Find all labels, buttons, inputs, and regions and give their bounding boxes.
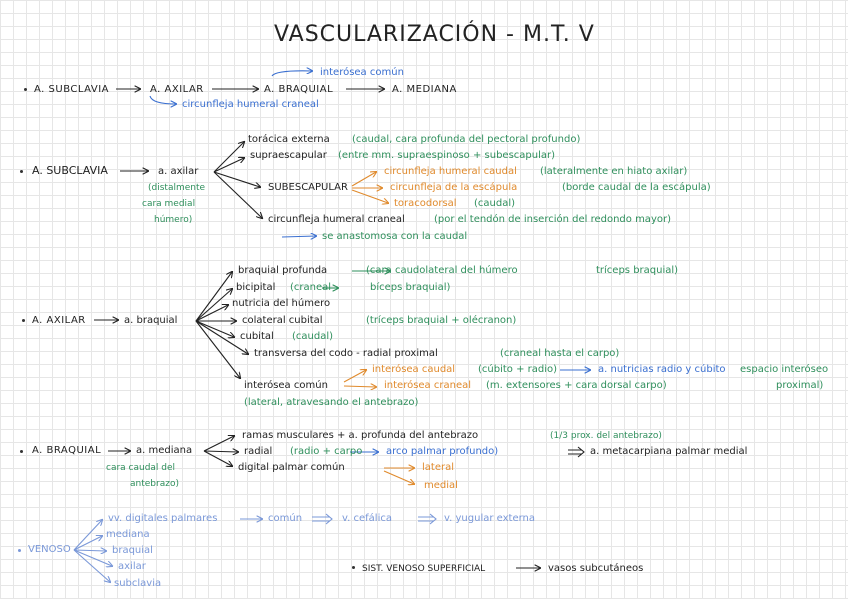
s2-note: (distalmente	[148, 183, 206, 193]
arrow	[312, 514, 332, 524]
s3-braquial: a. braquial	[124, 315, 178, 326]
arrow	[74, 550, 110, 582]
bullet	[20, 450, 23, 453]
s3-b2-note: (craneal	[290, 282, 332, 293]
label-circunfleja: circunfleja humeral craneal	[182, 99, 319, 110]
s2-note: cara medial	[142, 199, 196, 209]
s3-b5: cubital	[240, 331, 274, 342]
s4-m2-final: a. metacarpiana palmar medial	[590, 446, 748, 457]
page-title: VASCULARIZACIÓN - M.T. V	[274, 22, 595, 47]
bullet	[20, 170, 23, 173]
s4-d2: medial	[424, 480, 458, 491]
s3-i1-space: espacio interóseo	[740, 364, 829, 375]
s3-i2: interósea craneal	[384, 380, 472, 391]
s2-supra: supraescapular	[250, 150, 327, 161]
bullet	[18, 549, 21, 552]
arrow	[344, 386, 376, 387]
s3-b7: interósea común	[244, 380, 328, 391]
s3-b5-note: (caudal)	[292, 331, 334, 342]
s3-b2: bicipital	[236, 282, 276, 293]
arrow	[204, 451, 232, 466]
s2-toracica-note: (caudal, cara profunda del pectoral profundo)	[352, 134, 581, 145]
s3-lateral: (lateral, atravesando el antebrazo)	[244, 397, 419, 408]
bullet	[22, 319, 25, 322]
bullet	[352, 566, 355, 569]
arrow	[214, 142, 244, 172]
s4-note: antebrazo)	[130, 479, 179, 489]
s2-c3: toracodorsal	[394, 198, 457, 209]
s3-i1: interósea caudal	[372, 364, 456, 375]
s3-i1-prox: proximal)	[776, 380, 824, 391]
s2-toracica: torácica externa	[248, 134, 330, 145]
s3-i1-target: a. nutricias radio y cúbito	[598, 364, 726, 375]
arrow	[204, 451, 238, 452]
s3-i2-note: (m. extensores + cara dorsal carpo)	[486, 380, 667, 391]
arrow	[196, 289, 232, 321]
s2-c1: circunfleja humeral caudal	[384, 166, 517, 177]
s2-anast: se anastomosa con la caudal	[322, 231, 468, 242]
arrow	[214, 172, 260, 187]
arrow	[214, 172, 262, 218]
s2-supra-note: (entre mm. supraespinoso + subescapular)	[338, 150, 556, 161]
label-braquial: A. BRAQUIAL	[264, 84, 334, 95]
s2-circ-note: (por el tendón de inserción del redondo mayor)	[434, 214, 671, 225]
s3-main: A. AXILAR	[32, 315, 86, 326]
arrow	[74, 550, 106, 551]
arrow	[282, 236, 316, 237]
s3-b3: nutricia del húmero	[232, 298, 331, 309]
s5-v1: vv. digitales palmares	[108, 513, 218, 524]
s5-main: VENOSO	[28, 544, 71, 555]
arrow	[74, 520, 102, 550]
arrow	[272, 71, 312, 76]
s2-c2-note: (borde caudal de la escápula)	[562, 182, 711, 193]
s5-v1b: v. cefálica	[342, 513, 392, 524]
s5-v3: braquial	[112, 545, 153, 556]
s4-m1-note: (1/3 prox. del antebrazo)	[550, 431, 662, 441]
s4-main: A. BRAQUIAL	[32, 445, 102, 456]
s3-b1: braquial profunda	[238, 265, 328, 276]
arrow	[352, 190, 388, 203]
s4-mediana: a. mediana	[136, 445, 193, 456]
s5-sist: SIST. VENOSO SUPERFICIAL	[362, 564, 486, 574]
s4-m1: ramas musculares + a. profunda del antebrazo	[242, 430, 479, 441]
s2-note: húmero)	[154, 215, 193, 225]
s4-m3: digital palmar común	[238, 462, 345, 473]
arrow	[352, 172, 376, 186]
s2-main: A. SUBCLAVIA	[32, 164, 108, 177]
s4-m2: radial	[244, 446, 273, 457]
s3-b1-note: (cara caudolateral del húmero	[366, 265, 518, 276]
s2-axilar: a. axilar	[158, 166, 199, 177]
label-interosea: interósea común	[320, 67, 404, 78]
s2-subescapular: SUBESCAPULAR	[268, 182, 348, 193]
arrow	[196, 321, 240, 378]
s3-b6: transversa del codo - radial proximal	[254, 348, 438, 359]
arrow	[150, 96, 176, 104]
s5-v5: subclavia	[114, 578, 162, 589]
label-subclavia: A. SUBCLAVIA	[34, 84, 109, 95]
s2-circ: circunfleja humeral craneal	[268, 214, 405, 225]
s4-note: cara caudal del	[106, 463, 176, 473]
s3-i1-note: (cúbito + radio)	[478, 364, 558, 375]
s3-b2-target: bíceps braquial)	[370, 282, 451, 293]
label-mediana: A. MEDIANA	[392, 84, 457, 95]
s4-m2-note: (radio + carpo	[290, 446, 363, 457]
bullet	[24, 88, 27, 91]
s5-v4: axilar	[118, 561, 146, 572]
s3-b4-note: (tríceps braquial + olécranon)	[366, 315, 517, 326]
arrow	[214, 158, 244, 172]
arrow	[204, 436, 234, 451]
arrow	[74, 550, 112, 566]
s5-vasos: vasos subcutáneos	[548, 563, 644, 574]
s3-b4: colateral cubital	[242, 315, 323, 326]
s5-v2: mediana	[106, 529, 150, 540]
label-axilar: A. AXILAR	[150, 84, 204, 95]
s4-m2-target: arco palmar profundo)	[386, 446, 499, 457]
s2-c1-note: (lateralmente en hiato axilar)	[540, 166, 688, 177]
arrow	[384, 471, 414, 484]
s2-c2: circunfleja de la escápula	[390, 182, 518, 193]
s3-b1-target: tríceps braquial)	[596, 265, 679, 276]
s2-c3-note: (caudal)	[474, 198, 516, 209]
arrow	[196, 272, 232, 321]
arrow	[418, 514, 436, 524]
s3-b6-note: (craneal hasta el carpo)	[500, 348, 620, 359]
s5-v1c: v. yugular externa	[444, 513, 536, 524]
arrow	[74, 536, 102, 550]
s4-d1: lateral	[422, 462, 454, 473]
s5-v1a: común	[268, 513, 303, 524]
arrow	[344, 370, 366, 382]
arrow	[568, 447, 584, 457]
